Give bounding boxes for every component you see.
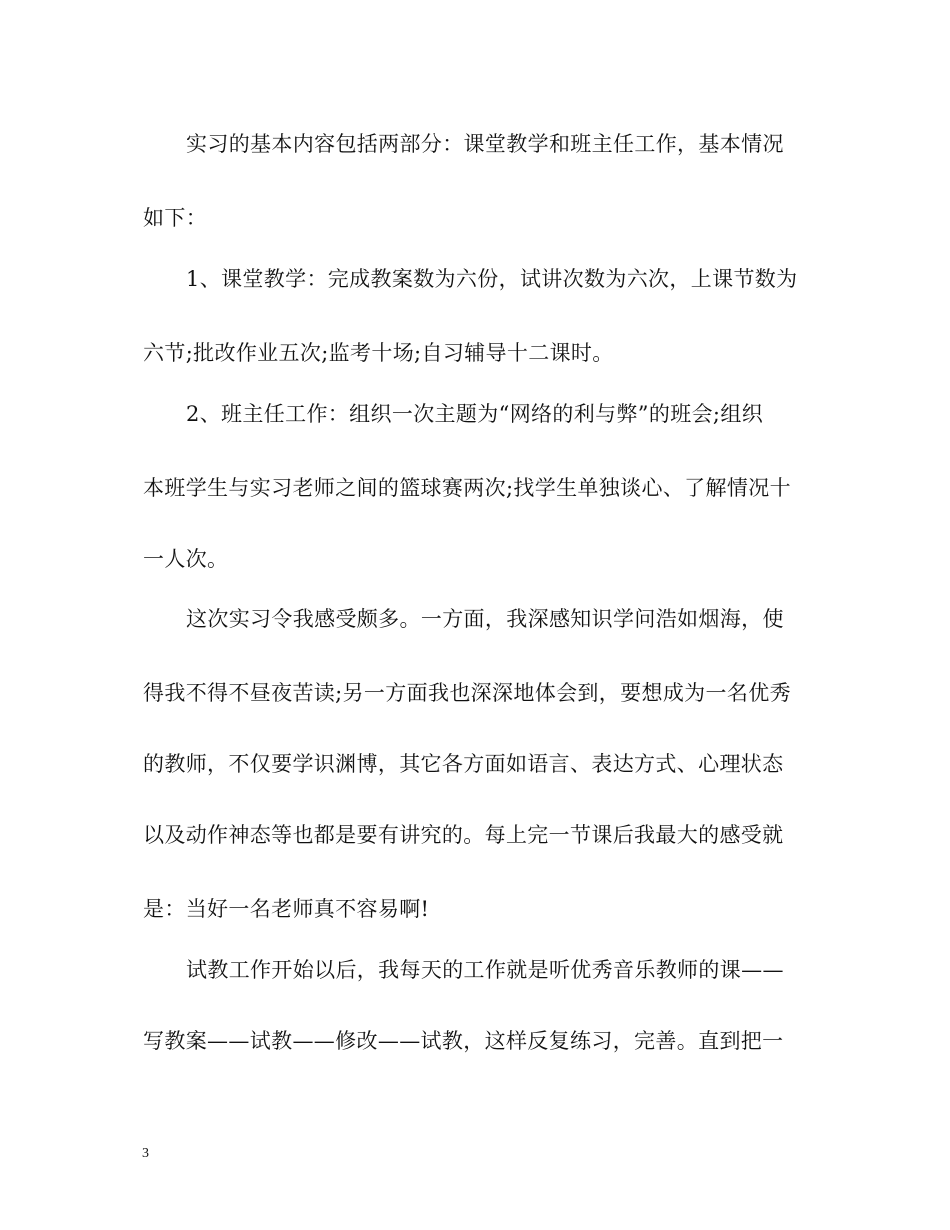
text-line: 是：当好一名老师真不容易啊! bbox=[143, 897, 430, 921]
text-line: 1、课堂教学：完成教案数为六份，试讲次数为六次，上课节数为 bbox=[186, 267, 798, 291]
text-line: 六节;批改作业五次;监考十场;自习辅导十二课时。 bbox=[143, 341, 614, 365]
text-line: 2、班主任工作：组织一次主题为“网络的利与弊”的班会;组织 bbox=[186, 402, 764, 426]
text-line: 写教案——试教——修改——试教，这样反复练习，完善。直到把一 bbox=[143, 1029, 784, 1053]
text-line: 的教师，不仅要学识渊博，其它各方面如语言、表达方式、心理状态 bbox=[143, 752, 784, 776]
text-line: 一人次。 bbox=[143, 547, 229, 571]
text-line: 得我不得不昼夜苦读;另一方面我也深深地体会到，要想成为一名优秀 bbox=[143, 681, 791, 705]
text-line: 实习的基本内容包括两部分：课堂教学和班主任工作，基本情况 bbox=[186, 132, 784, 156]
text-line: 以及动作神态等也都是要有讲究的。每上完一节课后我最大的感受就 bbox=[143, 823, 784, 847]
text-line: 试教工作开始以后，我每天的工作就是听优秀音乐教师的课—— bbox=[186, 958, 784, 982]
text-line: 如下： bbox=[143, 206, 208, 230]
text-line: 本班学生与实习老师之间的篮球赛两次;找学生单独谈心、了解情况十 bbox=[143, 476, 791, 500]
page-number: 3 bbox=[142, 1146, 149, 1161]
text-line: 这次实习令我感受颇多。一方面，我深感知识学问浩如烟海，使 bbox=[186, 607, 784, 631]
